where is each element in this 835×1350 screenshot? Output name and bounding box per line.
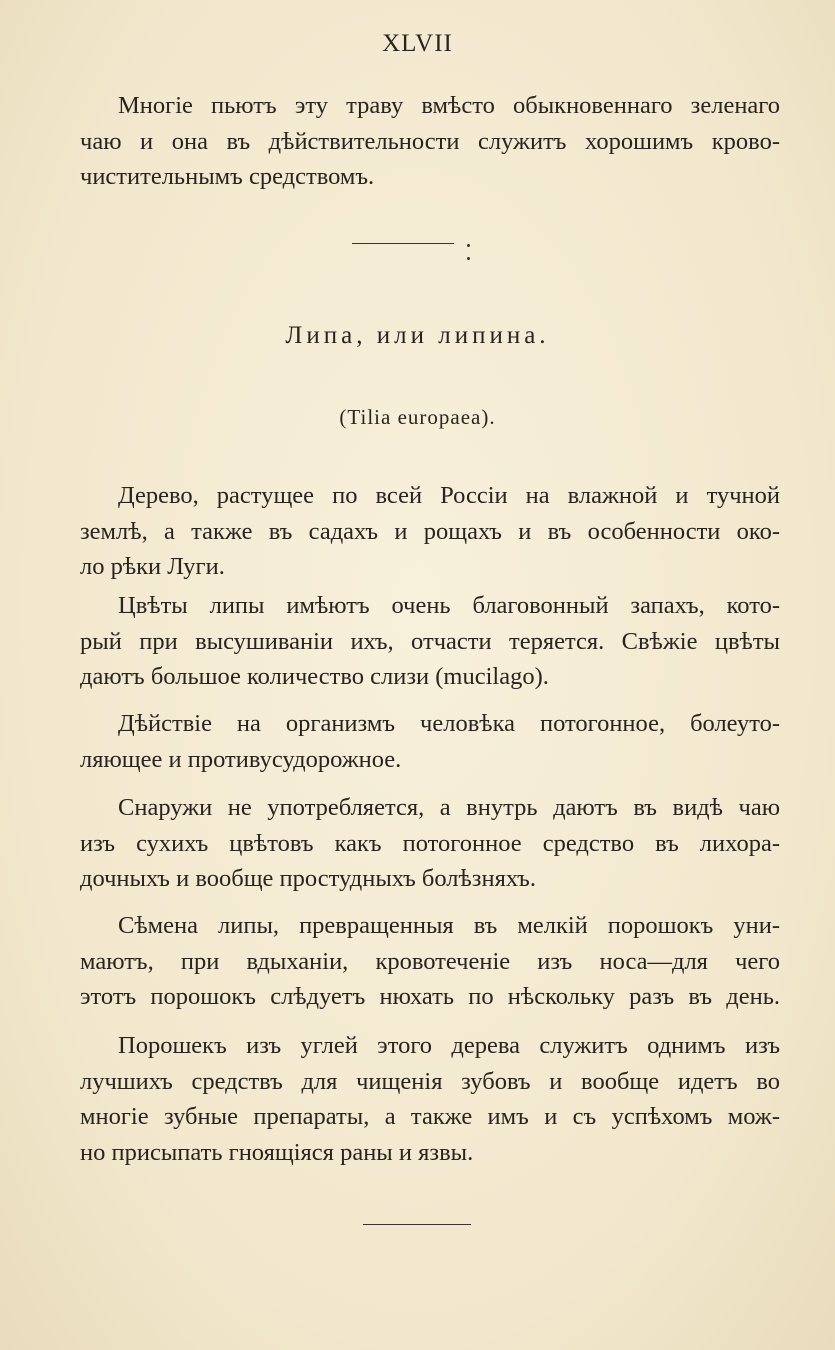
- divider-dot: [467, 257, 470, 260]
- text-line: Сѣмена липы, превращенныя въ мелкій порошокъ уни-: [118, 912, 780, 939]
- text-line: чистительнымъ средствомъ.: [80, 163, 375, 190]
- page-number: XLVII: [382, 30, 453, 57]
- text-line: изъ сухихъ цвѣтовъ какъ потогонное средство въ лихора-: [80, 829, 780, 857]
- text-line: Снаружи не употребляется, а внутрь даютъ въ видѣ чаю: [118, 794, 780, 821]
- paragraph-5: [80, 908, 780, 1015]
- text-line: Дѣйствіе на организмъ человѣка потогонное, болеуто-: [118, 710, 780, 737]
- text-line: Порошекъ изъ углей этого дерева служитъ однимъ изъ: [118, 1032, 780, 1059]
- latin-name: (Tilia europaea).: [339, 405, 496, 429]
- paragraph-1: [80, 478, 780, 585]
- intro-paragraph: [80, 88, 780, 195]
- end-divider: [363, 1224, 471, 1225]
- text-line: этотъ порошокъ слѣдуетъ нюхать по нѣскольку разъ въ день.: [80, 983, 780, 1010]
- text-line: рый при высушиваніи ихъ, отчасти теряется. Свѣжіе цвѣты: [80, 627, 780, 655]
- section-divider: [352, 243, 454, 244]
- text-line: многіе зубные препараты, а также имъ и съ успѣхомъ мож-: [80, 1103, 780, 1130]
- text-line: Многіе пьютъ эту траву вмѣсто обыкновеннаго зеленаго: [118, 92, 780, 119]
- text-line: Цвѣты липы имѣютъ очень благовонный запахъ, кото-: [118, 592, 780, 619]
- text-line: ло рѣки Луги.: [80, 553, 225, 580]
- text-line: землѣ, а также въ садахъ и рощахъ и въ особенности око-: [80, 517, 780, 545]
- text-line: но присыпать гноящіяся раны и язвы.: [80, 1138, 474, 1166]
- paragraph-3: [80, 706, 780, 777]
- paragraph-6: [80, 1028, 780, 1170]
- paragraph-2: [80, 588, 780, 695]
- paragraph-4: [80, 790, 780, 897]
- text-line: маютъ, при вдыханіи, кровотеченіе изъ носа—для чего: [80, 947, 780, 975]
- text-line: ляющее и противусудорожное.: [80, 745, 402, 773]
- text-line: чаю и она въ дѣйствительности служитъ хорошимъ крово-: [80, 127, 780, 155]
- text-line: лучшихъ средствъ для чищенія зубовъ и вообще идетъ во: [80, 1067, 780, 1095]
- section-heading: Липа, или липина.: [285, 322, 550, 349]
- text-line: дочныхъ и вообще простудныхъ болѣзняхъ.: [80, 865, 536, 892]
- text-line: Дерево, растущее по всей Россіи на влажной и тучной: [118, 482, 780, 509]
- text-line: даютъ большое количество слизи (mucilago).: [80, 663, 549, 690]
- divider-dot: [467, 244, 470, 247]
